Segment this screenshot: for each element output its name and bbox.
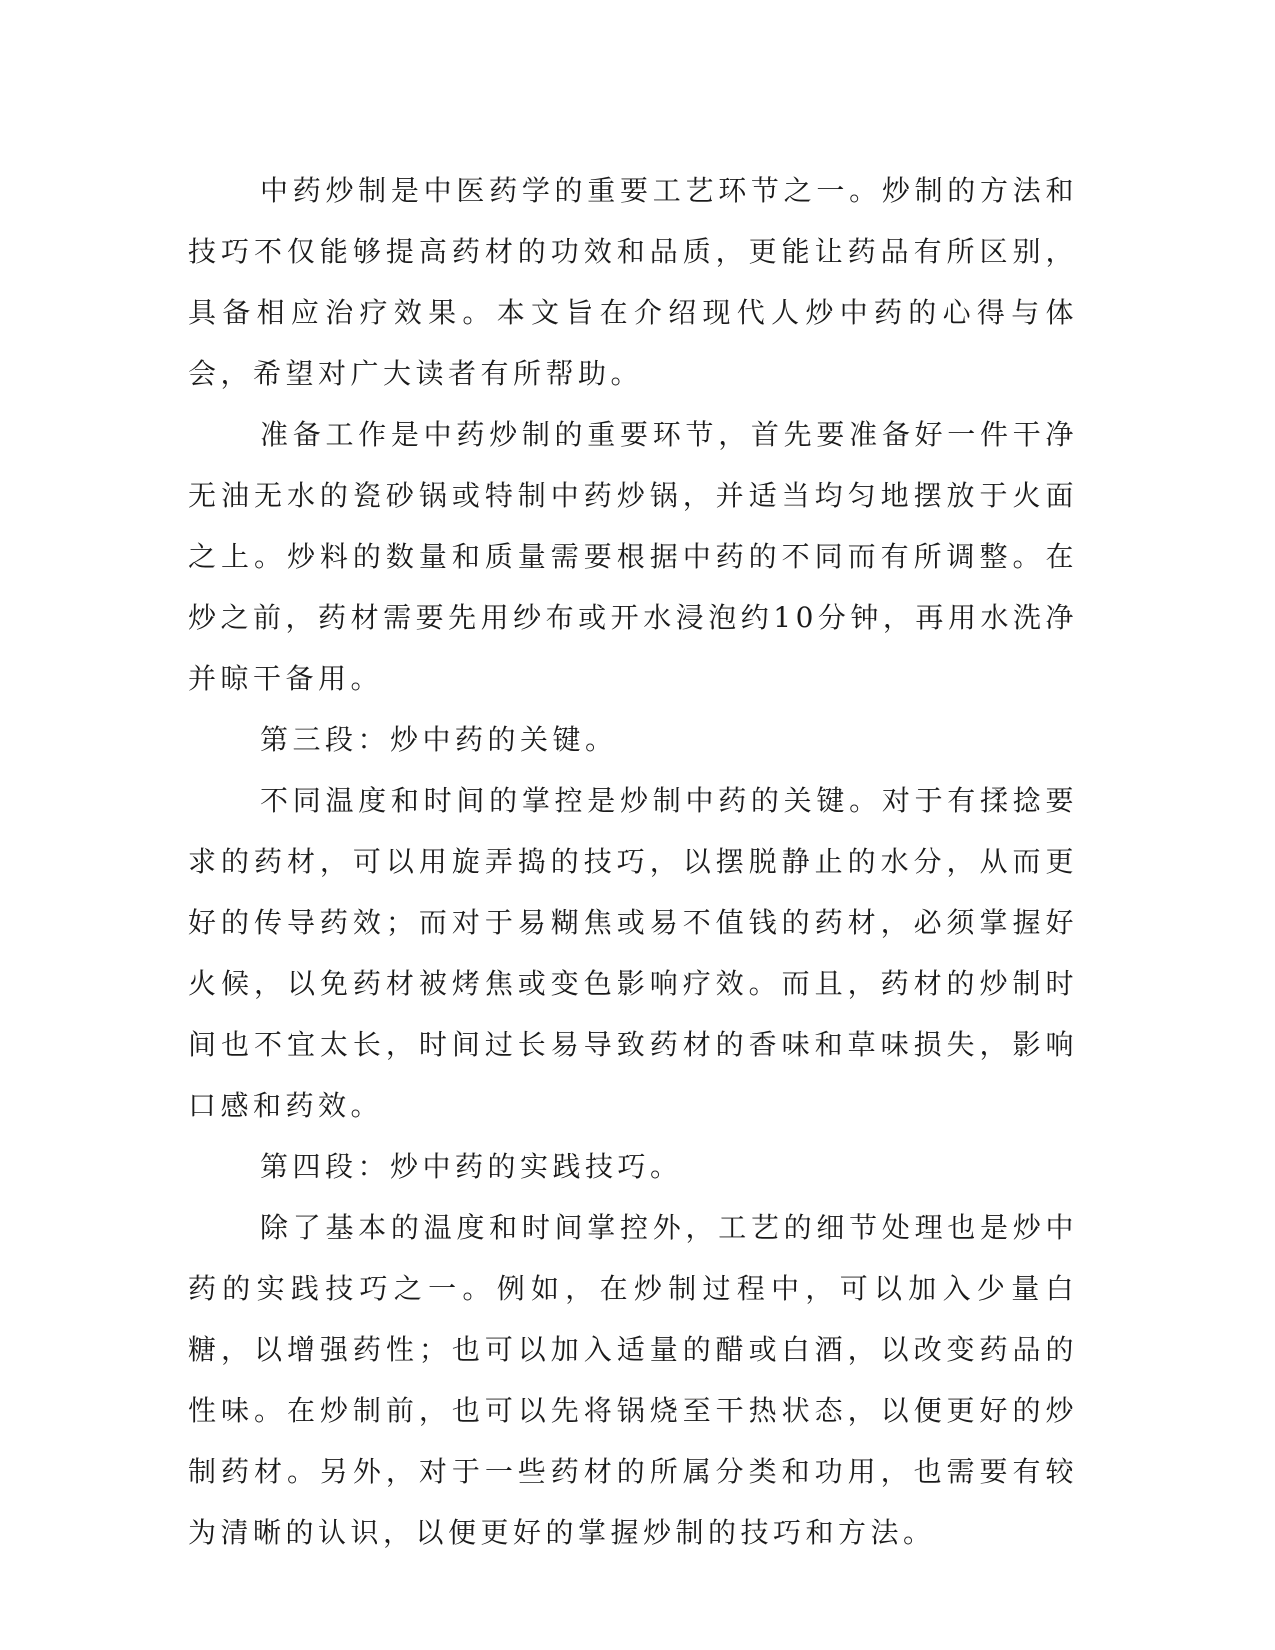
section-heading-key-points: 第三段：炒中药的关键。 <box>260 723 618 756</box>
paragraph-key-points: 不同温度和时间的掌控是炒制中药的关键。对于有揉捻要求的药材，可以用旋弄捣的技巧，以摆脱静止的水分，从而更好的传导药效；而对于易糊焦或易不值钱的药材，必须掌握好火候，以免药材被烤焦或变色影响疗效。而且，药材的炒制时间也不宜太长，时间过长易导致药材的香味和草味损失，影响口感和药效。 <box>188 784 1078 1122</box>
paragraph-practice-tips: 除了基本的温度和时间掌控外，工艺的细节处理也是炒中药的实践技巧之一。例如，在炒制过程中，可以加入少量白糖，以增强药性；也可以加入适量的醋或白酒，以改变药品的性味。在炒制前，也可以先将锅烧至干热状态，以便更好的炒制药材。另外，对于一些药材的所属分类和功用，也需要有较为清晰的认识，以便更好的掌握炒制的技巧和方法。 <box>188 1211 1078 1549</box>
paragraph-preparation: 准备工作是中药炒制的重要环节，首先要准备好一件干净无油无水的瓷砂锅或特制中药炒锅，并适当均匀地摆放于火面之上。炒料的数量和质量需要根据中药的不同而有所调整。在炒之前，药材需要先用纱布或开水浸泡约10分钟，再用水洗净并晾干备用。 <box>188 418 1078 695</box>
section-heading-practice-tips: 第四段：炒中药的实践技巧。 <box>260 1150 683 1183</box>
paragraph-intro: 中药炒制是中医药学的重要工艺环节之一。炒制的方法和技巧不仅能够提高药材的功效和品质，更能让药品有所区别，具备相应治疗效果。本文旨在介绍现代人炒中药的心得与体会，希望对广大读者有所帮助。 <box>188 174 1078 390</box>
document-body <box>188 160 1078 1563</box>
